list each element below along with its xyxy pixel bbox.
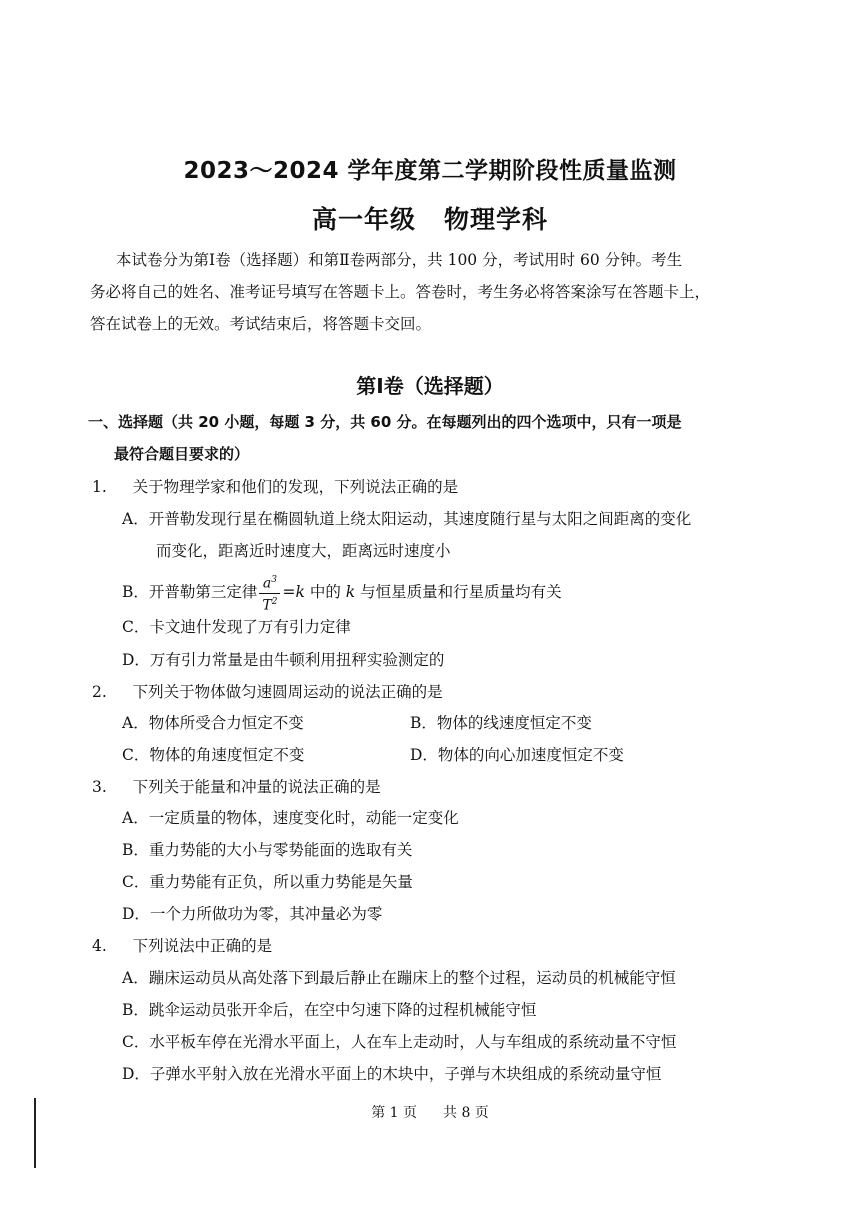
question-stem: 下列说法中正确的是 [132, 937, 273, 955]
question-2 [92, 680, 443, 702]
q1-option-c: C．卡文迪什发现了万有引力定律 [122, 618, 351, 636]
kepler-fraction [259, 572, 280, 614]
intro-line-2: 务必将自己的姓名、准考证号填写在答题卡上。答卷时，考生务必将答案涂写在答题卡上， [90, 283, 711, 301]
numerator-exponent: 3 [271, 575, 277, 585]
q3-option-b: B．重力势能的大小与零势能面的选取有关 [122, 841, 413, 859]
constant-k: k [295, 583, 305, 602]
q2-option-d: D．物体的向心加速度恒定不变 [410, 746, 624, 764]
constant-k-ref: k [345, 583, 356, 602]
q4-option-a: A．蹦床运动员从高处落下到最后静止在蹦床上的整个过程，运动员的机械能守恒 [122, 969, 676, 987]
section-instruction-line-1: 一、选择题（共 20 小题，每题 3 分，共 60 分。在每题列出的四个选项中，只有一项是 [88, 413, 682, 431]
question-stem: 下列关于能量和冲量的说法正确的是 [132, 778, 381, 796]
question-number: 2. [92, 683, 107, 701]
fraction-numerator: a [262, 575, 272, 592]
q4-option-c: C．水平板车停在光滑水平面上，人在车上走动时，人与车组成的系统动量不守恒 [122, 1033, 677, 1051]
fraction-denominator: T [262, 597, 272, 614]
q2-option-c: C．物体的角速度恒定不变 [122, 746, 305, 764]
q1-option-b-prefix: B．开普勒第三定律 [122, 583, 258, 602]
denominator-exponent: 2 [271, 596, 278, 607]
question-1 [92, 475, 458, 497]
q1-option-b [122, 572, 562, 614]
binding-margin-line [34, 1098, 36, 1168]
q1-option-d: D．万有引力常量是由牛顿利用扭秤实验测定的 [122, 651, 445, 669]
question-number: 3. [92, 778, 107, 796]
q1-option-b-suffix: 与恒星质量和行星质量均有关 [355, 583, 562, 602]
page-number: 第 1 页 [371, 1105, 417, 1121]
q2-option-a: A．物体所受合力恒定不变 [122, 714, 304, 732]
section-instruction-line-2: 最符合题目要求的） [114, 445, 250, 463]
question-stem: 下列关于物体做匀速圆周运动的说法正确的是 [132, 683, 443, 701]
exam-subtitle [0, 200, 860, 236]
intro-line-1: 本试卷分为第Ⅰ卷（选择题）和第Ⅱ卷两部分，共 100 分，考试用时 60 分钟。考生 [116, 251, 683, 269]
q2-option-b: B．物体的线速度恒定不变 [410, 714, 592, 732]
q3-option-c: C．重力势能有正负，所以重力势能是矢量 [122, 873, 413, 891]
grade-label: 高一年级 [311, 205, 416, 234]
q3-option-a: A．一定质量的物体，速度变化时，动能一定变化 [122, 809, 459, 827]
exam-title: 2023～2024 学年度第二学期阶段性质量监测 [183, 158, 677, 184]
question-number: 1. [92, 478, 107, 496]
intro-line-3: 答在试卷上的无效。考试结束后，将答题卡交回。 [90, 315, 432, 333]
q1-option-a-line-1: A．开普勒发现行星在椭圆轨道上绕太阳运动，其速度随行星与太阳之间距离的变化 [122, 510, 692, 528]
question-4 [92, 934, 272, 956]
q1-option-a-line-2: 而变化，距离近时速度大，距离远时速度小 [156, 542, 451, 560]
subject-label: 物理学科 [444, 205, 549, 234]
q3-option-d: D．一个力所做功为零，其冲量必为零 [122, 905, 383, 923]
q1-option-b-mid: 中的 [304, 583, 346, 602]
equals-sign: = [282, 583, 296, 602]
question-number: 4. [92, 937, 107, 955]
q4-option-d: D．子弹水平射入放在光滑水平面上的木块中，子弹与木块组成的系统动量守恒 [122, 1065, 662, 1083]
question-3 [92, 775, 381, 797]
section-title: 第Ⅰ卷（选择题） [356, 374, 504, 398]
q4-option-b: B．跳伞运动员张开伞后，在空中匀速下降的过程机械能守恒 [122, 1001, 537, 1019]
page-total: 共 8 页 [443, 1105, 489, 1121]
page-footer [0, 1102, 860, 1122]
question-stem: 关于物理学家和他们的发现，下列说法正确的是 [132, 478, 459, 496]
